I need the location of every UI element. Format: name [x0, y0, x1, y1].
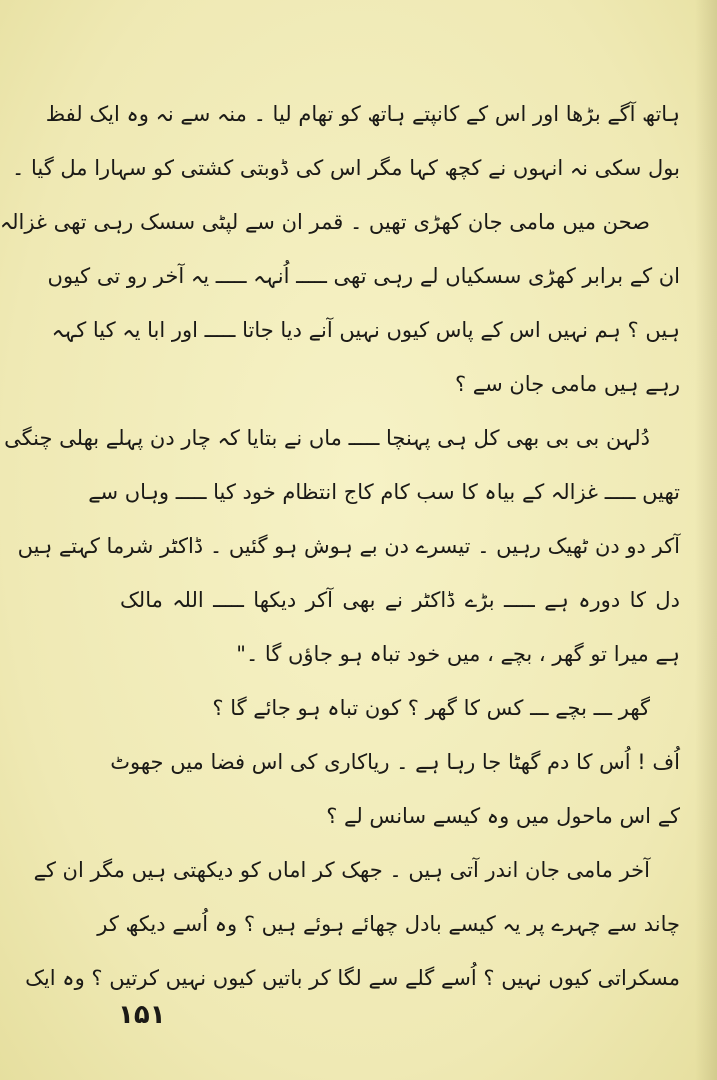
urdu-text-block: [0, 90, 680, 1008]
text-line: کے اس ماحول میں وہ کیسے سانس لے ؟: [326, 804, 680, 828]
text-line: آکر دو دن ٹھیک رہیں ۔ تیسرے دن بے ہوش ہو گئیں ۔ ڈاکٹر شرما کہتے ہیں: [17, 534, 680, 558]
text-line: ہے میرا تو گھر ، بچے ، میں خود تباہ ہو جاؤں گا ۔": [236, 642, 680, 666]
text-line: ہاتھ آگے بڑھا اور اس کے کانپتے ہاتھ کو تھام لیا ۔ منہ سے نہ وہ ایک لفظ: [45, 102, 680, 126]
page-edge-shadow: [695, 0, 717, 1080]
text-line: صحن میں مامی جان کھڑی تھیں ۔ قمر ان سے لپٹی سسک رہی تھی غزالہ: [0, 210, 650, 234]
text-line: اُف ! اُس کا دم گھٹا جا رہا ہے ۔ ریاکاری کی اس فضا میں جھوٹ: [110, 750, 680, 774]
text-line: دُلہن بی بی بھی کل ہی پہنچا ـــــ ماں نے بتایا کہ چار دن پہلے بھلی چنگی: [4, 426, 650, 450]
text-line: مسکراتی کیوں نہیں ؟ اُسے گلے سے لگا کر باتیں کیوں نہیں کرتیں ؟ وہ ایک: [25, 966, 680, 990]
text-line: چاند سے چہرے پر یہ کیسے بادل چھائے ہوئے ہیں ؟ وہ اُسے دیکھ کر: [97, 912, 680, 936]
text-line: ہیں ؟ ہم نہیں اس کے پاس کیوں نہیں آنے دیا جاتا ـــــ اور ابا یہ کیا کہہ: [51, 318, 680, 342]
text-line: بول سکی نہ انہوں نے کچھ کہا مگر اس کی ڈوبتی کشتی کو سہارا مل گیا ۔: [12, 156, 680, 180]
text-line: گھر ـــ بچے ـــ کس کا گھر ؟ کون تباہ ہو جائے گا ؟: [212, 696, 650, 720]
text-line: رہے ہیں مامی جان سے ؟: [454, 372, 680, 396]
page-number: ۱۵۱: [118, 1000, 166, 1030]
text-line: دل کا دورہ ہے ـــــ بڑے ڈاکٹر نے بھی آکر دیکھا ـــــ اللہ مالک: [120, 588, 680, 612]
text-line: ان کے برابر کھڑی سسکیاں لے رہی تھی ـــــ اُنہہ ـــــ یہ آخر رو تی کیوں: [47, 264, 680, 288]
text-line: آخر مامی جان اندر آتی ہیں ۔ جھک کر اماں کو دیکھتی ہیں مگر ان کے: [33, 858, 650, 882]
text-line: تھیں ـــــ غزالہ کے بیاہ کا سب کام کاج انتظام خود کیا ـــــ وہاں سے: [88, 480, 680, 504]
